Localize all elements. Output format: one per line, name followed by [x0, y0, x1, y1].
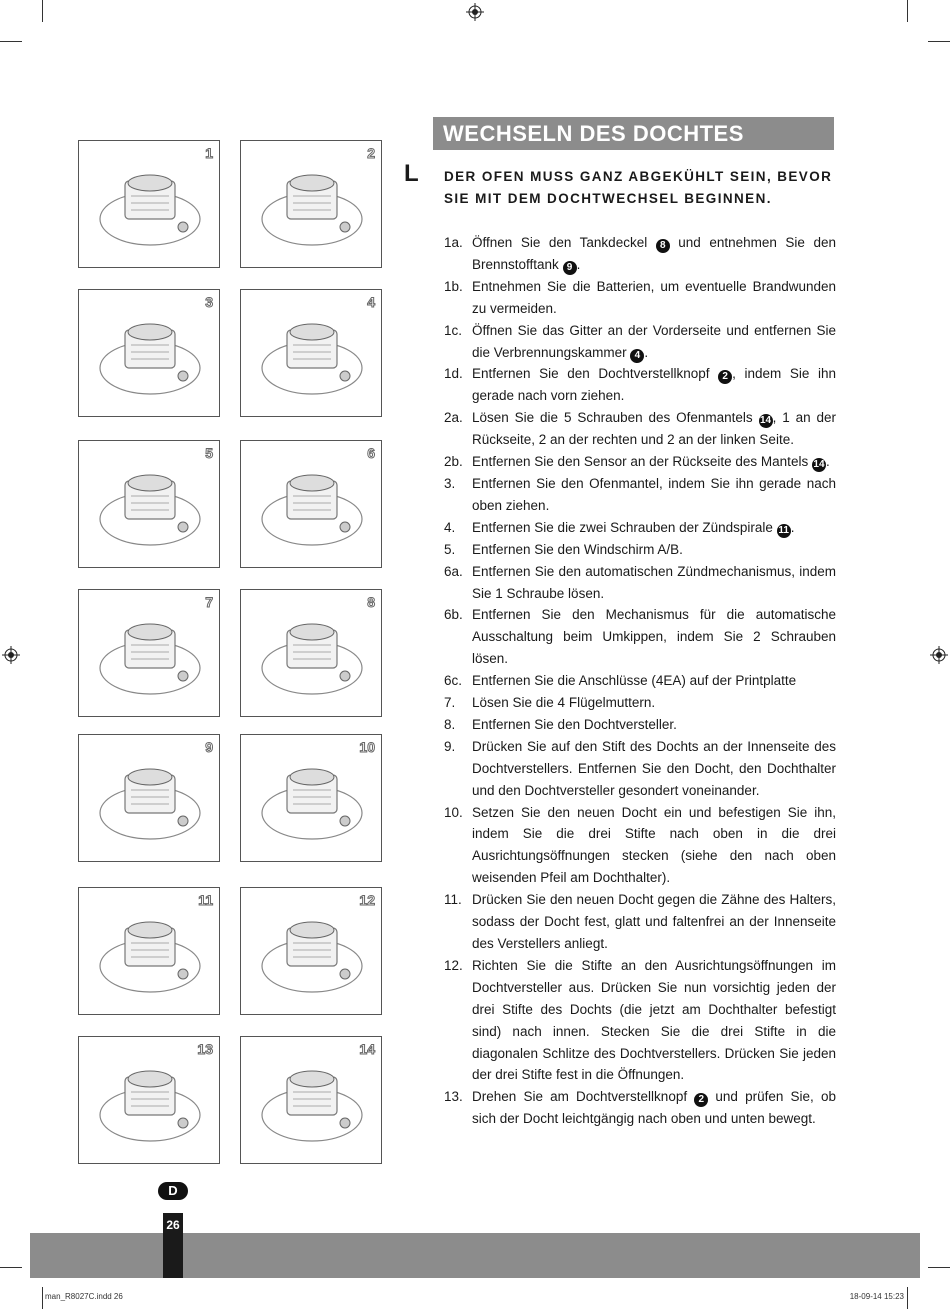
step-item — [444, 276, 836, 320]
step-item — [444, 407, 836, 451]
figure-number: 10 — [359, 739, 375, 755]
figure-number: 1 — [205, 145, 213, 161]
figure-panel — [240, 1036, 382, 1164]
section-letter: L — [404, 160, 419, 187]
heater-illustration-icon — [79, 590, 221, 718]
step-item — [444, 802, 836, 890]
figure-panel — [240, 887, 382, 1015]
step-text: Richten Sie die Stifte an den Ausrichtungsöffnungen im Dochtversteller aus. Drücken Sie nun vorsichtig jeden der drei Stifte des Dochts (die jetzt am Dochthalter befestigt sind) nach innen. Stecken Sie die drei Stifte in die diagonalen Schlitze des Dochtverstellers. Drücken Sie jeden der drei Stifte fest in die Öffnungen. — [472, 957, 836, 1083]
print-slug-file: man_R8027C.indd 26 — [45, 1292, 123, 1301]
part-number-badge: 2 — [694, 1093, 708, 1107]
figure-number: 9 — [205, 739, 213, 755]
registration-mark-icon — [466, 3, 484, 21]
step-text: Öffnen Sie den Tankdeckel 8 und entnehmen Sie den Brennstofftank 9 . — [472, 235, 836, 273]
step-item — [444, 889, 836, 955]
heater-illustration-icon — [79, 290, 221, 418]
step-text: Entfernen Sie die Anschlüsse (4EA) auf der Printplatte — [472, 673, 797, 689]
figure-panel — [240, 289, 382, 417]
heater-illustration-icon — [79, 141, 221, 269]
part-number-badge: 14 — [813, 459, 825, 471]
figure-panel — [78, 289, 220, 417]
crop-mark — [928, 1267, 950, 1268]
figure-number: 3 — [205, 294, 213, 310]
step-text: Lösen Sie die 4 Flügelmuttern. — [472, 695, 656, 711]
part-number-badge: 9 — [563, 261, 577, 275]
part-number-badge: 14 — [760, 415, 772, 427]
figure-panel — [240, 734, 382, 862]
step-number: 6b. — [444, 607, 463, 623]
heater-illustration-icon — [79, 735, 221, 863]
heater-illustration-icon — [241, 590, 383, 718]
figure-number: 7 — [205, 594, 213, 610]
figure-number: 11 — [198, 892, 213, 908]
instruction-list — [444, 232, 836, 1130]
step-text: Entfernen Sie den Sensor an der Rückseite des Mantels 14. — [472, 454, 830, 471]
step-text: Entfernen Sie den automatischen Zündmechanismus, indem Sie 1 Schraube lösen. — [472, 563, 836, 601]
figure-panel — [78, 887, 220, 1015]
step-item — [444, 955, 836, 1086]
step-item — [444, 517, 836, 539]
figure-panel — [78, 589, 220, 717]
page-number: 26 — [166, 1218, 180, 1232]
step-item — [444, 604, 836, 670]
step-text: Entfernen Sie den Windschirm A/B. — [472, 541, 683, 557]
step-number: 8. — [444, 716, 456, 732]
step-item — [444, 736, 836, 802]
figure-number: 4 — [367, 294, 375, 310]
step-text: Entfernen Sie den Dochtversteller. — [472, 716, 677, 732]
step-number: 7. — [444, 695, 456, 711]
part-number-badge: 8 — [656, 239, 670, 253]
step-item — [444, 692, 836, 714]
figure-number: 5 — [205, 445, 213, 461]
print-slug-date: 18-09-14 15:23 — [849, 1292, 904, 1301]
step-item — [444, 561, 836, 605]
step-item — [444, 363, 836, 407]
figure-panel — [240, 140, 382, 268]
step-item — [444, 670, 836, 692]
step-text: Drehen Sie am Dochtverstellknopf 2 und prüfen Sie, ob sich der Docht leichtgängig nach oben und unten bewegt. — [472, 1089, 836, 1127]
heater-illustration-icon — [241, 141, 383, 269]
step-item — [444, 714, 836, 736]
language-badge: D — [158, 1182, 188, 1200]
heater-illustration-icon — [241, 441, 383, 569]
figure-panel — [78, 1036, 220, 1164]
step-number: 13. — [444, 1089, 463, 1105]
step-number: 6a. — [444, 563, 463, 579]
heater-illustration-icon — [79, 441, 221, 569]
crop-mark — [42, 0, 43, 22]
figure-number: 8 — [367, 594, 375, 610]
step-text: Entfernen Sie den Dochtverstellknopf 2 , indem Sie ihn gerade nach vorn ziehen. — [472, 366, 836, 404]
crop-mark — [907, 0, 908, 22]
step-number: 10. — [444, 804, 463, 820]
step-text: Entfernen Sie die zwei Schrauben der Zündspirale 11 . — [472, 519, 795, 536]
step-item — [444, 1086, 836, 1130]
step-number: 1a. — [444, 235, 463, 250]
step-text: Öffnen Sie das Gitter an der Vorderseite und entfernen Sie die Verbrennungskammer 4 . — [472, 322, 836, 361]
step-item — [444, 473, 836, 517]
step-text: Lösen Sie die 5 Schrauben des Ofenmantels 14, 1 an der Rückseite, 2 an der rechten und 2 an der linken Seite. — [472, 410, 836, 448]
crop-mark — [907, 1287, 908, 1309]
step-number: 2a. — [444, 410, 463, 426]
figure-panel — [78, 140, 220, 268]
registration-mark-icon — [2, 646, 20, 664]
step-text: Entfernen Sie den Ofenmantel, indem Sie ihn gerade nach oben ziehen. — [472, 475, 836, 513]
figure-number: 13 — [197, 1041, 213, 1057]
registration-mark-icon — [930, 646, 948, 664]
step-number: 5. — [444, 541, 456, 557]
warning-text: DER OFEN MUSS GANZ ABGEKÜHLT SEIN, BEVOR SIE MIT DEM DOCHTWECHSEL BEGINNEN. — [444, 169, 833, 206]
heater-illustration-icon — [241, 290, 383, 418]
step-number: 3. — [444, 475, 456, 491]
step-text: Drücken Sie auf den Stift des Dochts an der Innenseite des Dochtverstellers. Entfernen Sie den Docht, den Dochthalter und den Dochtversteller gesondert voneinander. — [472, 738, 836, 798]
page-title: WECHSELN DES DOCHTES — [433, 117, 834, 150]
step-item — [444, 539, 836, 561]
part-number-badge: 4 — [630, 349, 644, 363]
step-number: 1d. — [444, 366, 463, 382]
step-number: 11. — [444, 892, 462, 908]
step-number: 6c. — [444, 673, 463, 689]
figure-panel — [240, 440, 382, 568]
step-number: 4. — [444, 519, 456, 535]
crop-mark — [42, 1287, 43, 1309]
step-number: 2b. — [444, 454, 463, 470]
step-text: Drücken Sie den neuen Docht gegen die Zähne des Halters, sodass der Docht fest, glatt und faltenfrei an der Innenseite des Verstellers anliegt. — [472, 892, 836, 951]
step-number: 1c. — [444, 322, 463, 338]
crop-mark — [0, 41, 22, 42]
figure-panel — [78, 440, 220, 568]
figure-number: 14 — [359, 1041, 375, 1057]
figure-panel — [240, 589, 382, 717]
step-text: Entnehmen Sie die Batterien, um eventuelle Brandwunden zu vermeiden. — [472, 278, 836, 316]
figure-panel — [78, 734, 220, 862]
part-number-badge: 2 — [718, 370, 732, 384]
part-number-badge: 11 — [778, 524, 789, 536]
step-text: Setzen Sie den neuen Docht ein und befestigen Sie ihn, indem Sie die drei Stifte nach oben in die drei Ausrichtungsöffnungen stecken (siehe den nach oben weisenden Pfeil am Dochthalter). — [472, 804, 836, 886]
step-item — [444, 320, 836, 364]
step-item — [444, 232, 836, 276]
step-item — [444, 451, 836, 473]
step-text: Entfernen Sie den Mechanismus für die automatische Ausschaltung beim Umkippen, indem Sie 2 Schrauben lösen. — [472, 607, 836, 667]
step-number: 1b. — [444, 278, 463, 294]
crop-mark — [928, 41, 950, 42]
step-number: 12. — [444, 957, 463, 973]
figure-number: 2 — [367, 145, 375, 161]
crop-mark — [0, 1267, 22, 1268]
figure-number: 6 — [367, 445, 375, 461]
step-number: 9. — [444, 738, 456, 754]
figure-number: 12 — [359, 892, 375, 908]
